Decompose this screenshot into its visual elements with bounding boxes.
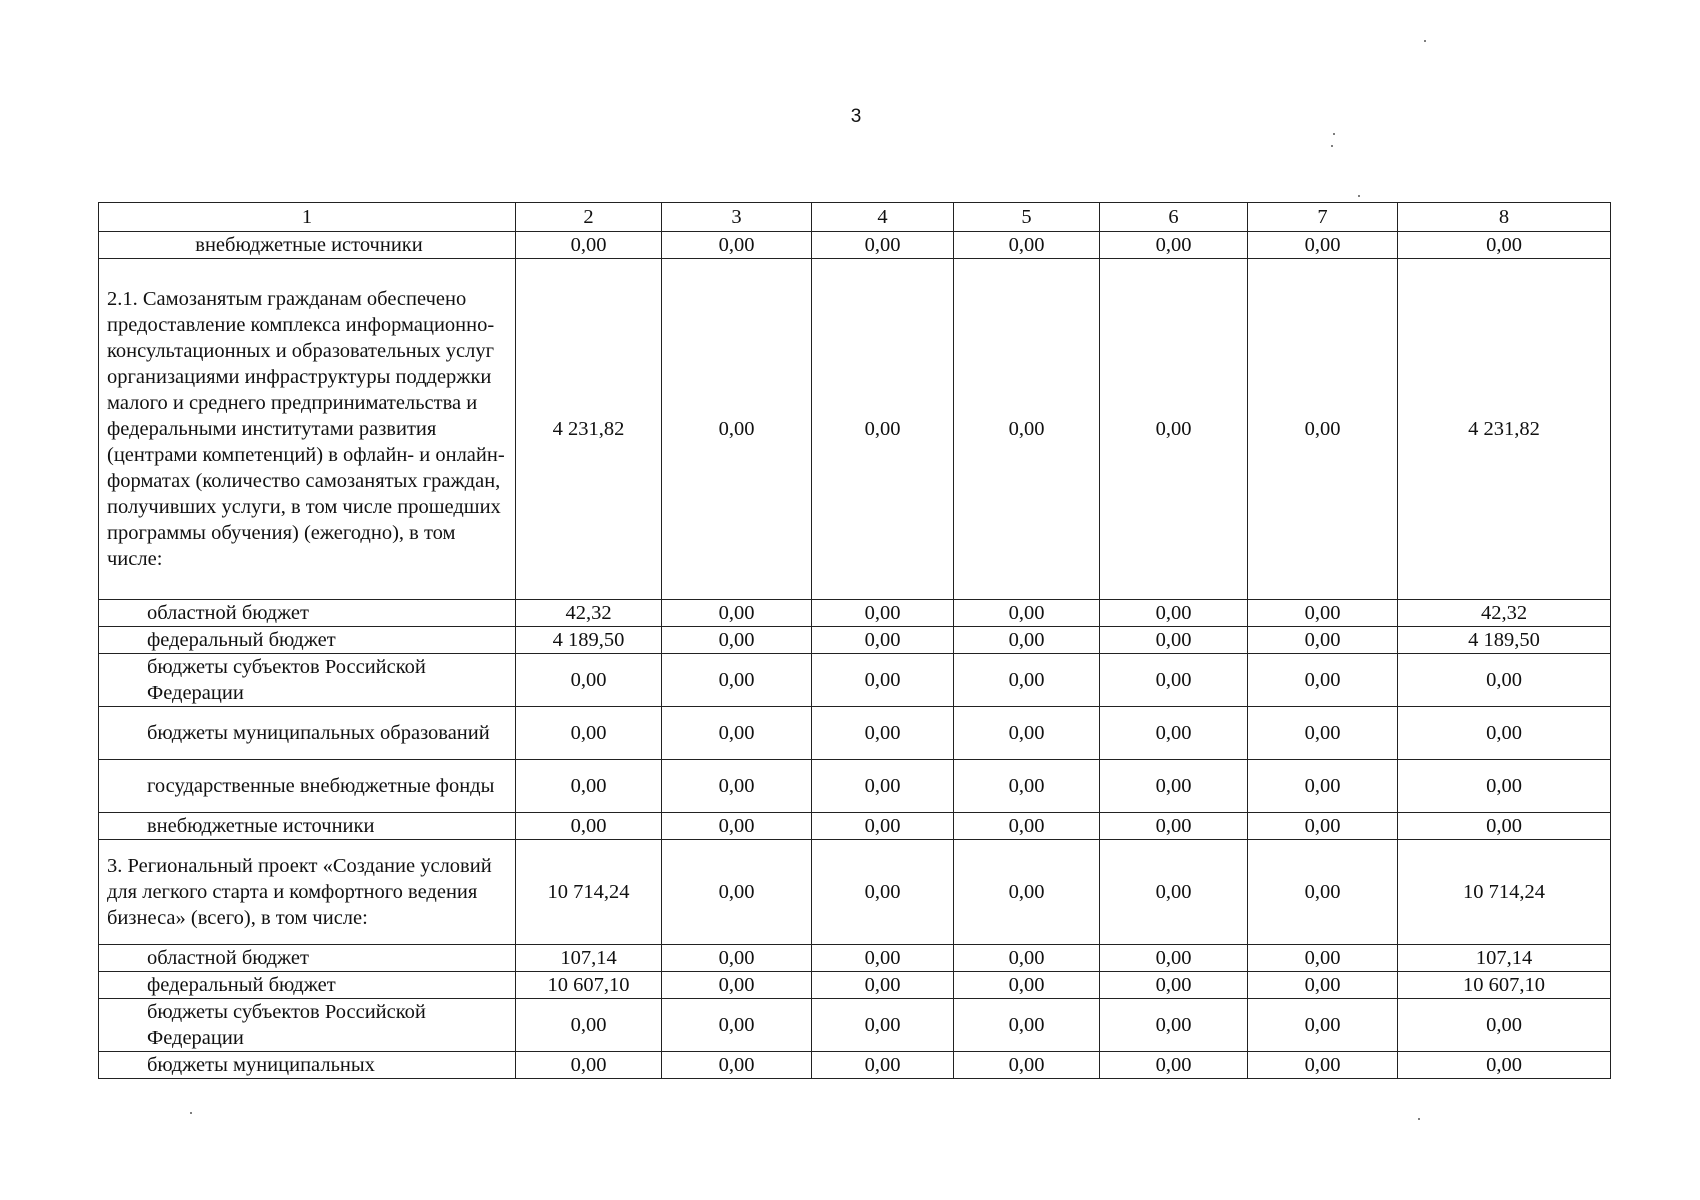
row-label: бюджеты муниципальных — [99, 1052, 516, 1079]
table-cell: 0,00 — [516, 760, 662, 813]
table-cell: 10 607,10 — [1398, 972, 1611, 999]
table-cell: 0,00 — [954, 600, 1100, 627]
table-row — [99, 813, 1611, 840]
table-cell: 0,00 — [812, 654, 954, 707]
scan-speck — [1424, 40, 1426, 42]
table-cell: 0,00 — [1398, 813, 1611, 840]
table-cell: 0,00 — [662, 1052, 812, 1079]
table-cell: 0,00 — [1248, 707, 1398, 760]
row-label: государственные внебюджетные фонды — [99, 760, 516, 813]
table-cell: 0,00 — [812, 760, 954, 813]
table-row — [99, 707, 1611, 760]
table-cell: 0,00 — [1248, 627, 1398, 654]
table-cell: 0,00 — [662, 813, 812, 840]
row-label: бюджеты муниципальных образований — [99, 707, 516, 760]
table-cell: 0,00 — [1248, 600, 1398, 627]
row-label: федеральный бюджет — [99, 627, 516, 654]
budget-table — [98, 202, 1611, 1079]
table-cell: 0,00 — [1100, 945, 1248, 972]
table-cell: 0,00 — [516, 813, 662, 840]
table-cell: 0,00 — [516, 1052, 662, 1079]
table-cell: 0,00 — [954, 627, 1100, 654]
table-cell: 0,00 — [1248, 945, 1398, 972]
table-cell: 0,00 — [954, 760, 1100, 813]
row-label: бюджеты субъектов Российской Федерации — [99, 654, 516, 707]
table-cell: 0,00 — [1248, 259, 1398, 600]
table-cell: 0,00 — [954, 999, 1100, 1052]
table-cell: 0,00 — [516, 654, 662, 707]
table-cell: 107,14 — [516, 945, 662, 972]
table-cell: 0,00 — [1248, 760, 1398, 813]
table-cell: 0,00 — [516, 999, 662, 1052]
table-cell: 0,00 — [1100, 627, 1248, 654]
table-cell: 0,00 — [812, 1052, 954, 1079]
scan-speck — [1358, 195, 1360, 197]
table-cell: 0,00 — [662, 259, 812, 600]
row-label: 2.1. Самозанятым гражданам обеспечено предоставление комплекса информационно-консультационных и образовательных услуг организациями инфраструктуры поддержки малого и среднего предпринимательства и федеральными институтами развития (центрами компетенций) в офлайн- и онлайн-форматах (количество самозанятых граждан, получивших услуги, в том числе прошедших программы обучения) (ежегодно), в том числе: — [99, 259, 516, 600]
table-row — [99, 760, 1611, 813]
table-cell: 0,00 — [662, 600, 812, 627]
table-cell: 0,00 — [954, 259, 1100, 600]
scan-speck — [1331, 145, 1333, 147]
column-header: 3 — [662, 203, 812, 232]
scan-speck — [190, 1112, 192, 1114]
table-header-row — [99, 203, 1611, 232]
table-cell: 0,00 — [1248, 1052, 1398, 1079]
table-row — [99, 840, 1611, 945]
table-cell: 0,00 — [954, 1052, 1100, 1079]
table-cell: 0,00 — [662, 760, 812, 813]
row-label: внебюджетные источники — [99, 813, 516, 840]
table-cell: 0,00 — [1100, 840, 1248, 945]
table-cell: 0,00 — [662, 627, 812, 654]
row-label: областной бюджет — [99, 600, 516, 627]
table-cell: 0,00 — [662, 840, 812, 945]
column-header: 8 — [1398, 203, 1611, 232]
table-cell: 0,00 — [812, 232, 954, 259]
column-header: 4 — [812, 203, 954, 232]
table-row — [99, 1052, 1611, 1079]
table-cell: 0,00 — [662, 707, 812, 760]
table-cell: 0,00 — [812, 707, 954, 760]
table-row — [99, 972, 1611, 999]
table-cell: 0,00 — [1398, 1052, 1611, 1079]
table-cell: 10 714,24 — [1398, 840, 1611, 945]
table-cell: 0,00 — [1398, 232, 1611, 259]
table-cell: 0,00 — [954, 945, 1100, 972]
table-cell: 0,00 — [812, 999, 954, 1052]
table-cell: 0,00 — [662, 232, 812, 259]
row-label: 3. Региональный проект «Создание условий для легкого старта и комфортного ведения бизнеса» (всего), в том числе: — [99, 840, 516, 945]
table-cell: 0,00 — [1100, 654, 1248, 707]
table-cell: 0,00 — [1100, 813, 1248, 840]
table-cell: 0,00 — [1100, 972, 1248, 999]
table-cell: 0,00 — [954, 232, 1100, 259]
scan-speck — [1333, 133, 1335, 135]
table-row — [99, 999, 1611, 1052]
table-cell: 0,00 — [954, 840, 1100, 945]
table-cell: 0,00 — [812, 945, 954, 972]
row-label: бюджеты субъектов Российской Федерации — [99, 999, 516, 1052]
table-cell: 0,00 — [1100, 232, 1248, 259]
table-cell: 0,00 — [1248, 999, 1398, 1052]
table-cell: 4 189,50 — [516, 627, 662, 654]
row-label: федеральный бюджет — [99, 972, 516, 999]
column-header: 5 — [954, 203, 1100, 232]
table-cell: 0,00 — [812, 600, 954, 627]
table-cell: 0,00 — [954, 972, 1100, 999]
table-cell: 0,00 — [1248, 813, 1398, 840]
table-cell: 0,00 — [516, 232, 662, 259]
table-cell: 0,00 — [1398, 999, 1611, 1052]
table-cell: 0,00 — [1398, 760, 1611, 813]
table-cell: 0,00 — [662, 945, 812, 972]
table-cell: 0,00 — [812, 972, 954, 999]
table-cell: 42,32 — [1398, 600, 1611, 627]
table-cell: 0,00 — [1398, 654, 1611, 707]
table-row — [99, 259, 1611, 600]
column-header: 1 — [99, 203, 516, 232]
table-row — [99, 232, 1611, 259]
table-cell: 4 231,82 — [516, 259, 662, 600]
table-cell: 0,00 — [1248, 972, 1398, 999]
table-cell: 4 189,50 — [1398, 627, 1611, 654]
column-header: 6 — [1100, 203, 1248, 232]
table-cell: 10 607,10 — [516, 972, 662, 999]
table-cell: 0,00 — [812, 259, 954, 600]
table-cell: 0,00 — [954, 654, 1100, 707]
table-cell: 4 231,82 — [1398, 259, 1611, 600]
table-cell: 0,00 — [1248, 232, 1398, 259]
row-label: областной бюджет — [99, 945, 516, 972]
table-row — [99, 600, 1611, 627]
table-cell: 0,00 — [1100, 999, 1248, 1052]
table-cell: 0,00 — [1100, 1052, 1248, 1079]
table-cell: 107,14 — [1398, 945, 1611, 972]
table-cell: 0,00 — [954, 813, 1100, 840]
table-row — [99, 627, 1611, 654]
table-row — [99, 654, 1611, 707]
table-cell: 0,00 — [662, 972, 812, 999]
table-cell: 0,00 — [1100, 707, 1248, 760]
table-cell: 0,00 — [662, 654, 812, 707]
column-header: 7 — [1248, 203, 1398, 232]
page-number: 3 — [850, 106, 862, 127]
table-cell: 0,00 — [812, 627, 954, 654]
table-cell: 0,00 — [1100, 600, 1248, 627]
table-cell: 10 714,24 — [516, 840, 662, 945]
table-cell: 0,00 — [1398, 707, 1611, 760]
table-cell: 0,00 — [1248, 654, 1398, 707]
table-cell: 42,32 — [516, 600, 662, 627]
table-cell: 0,00 — [1100, 259, 1248, 600]
row-label: внебюджетные источники — [99, 232, 516, 259]
table-cell: 0,00 — [954, 707, 1100, 760]
table-cell: 0,00 — [1248, 840, 1398, 945]
table-cell: 0,00 — [662, 999, 812, 1052]
table-cell: 0,00 — [812, 840, 954, 945]
table-cell: 0,00 — [1100, 760, 1248, 813]
column-header: 2 — [516, 203, 662, 232]
table-cell: 0,00 — [516, 707, 662, 760]
table-cell: 0,00 — [812, 813, 954, 840]
scan-speck — [1418, 1118, 1420, 1120]
table-row — [99, 945, 1611, 972]
